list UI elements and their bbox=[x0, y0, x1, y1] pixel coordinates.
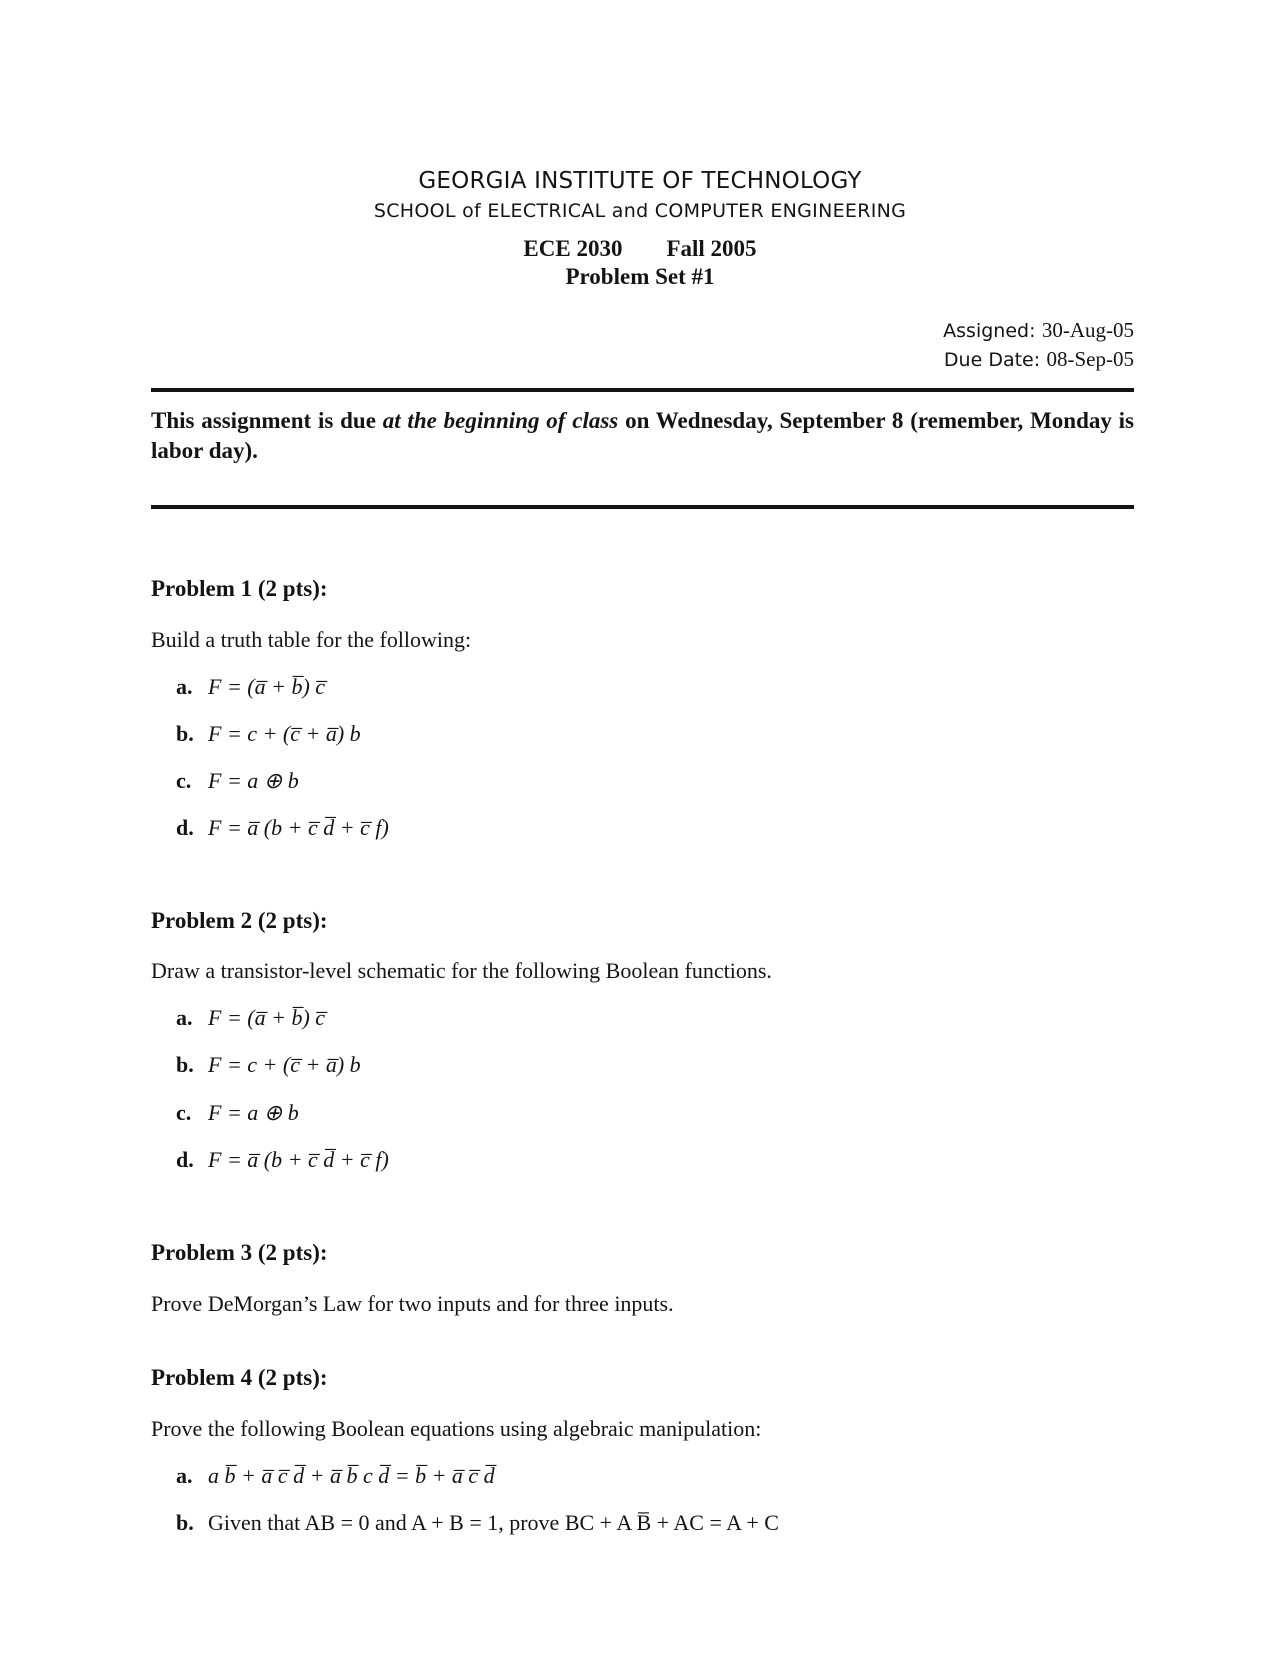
problem-2-item-a bbox=[176, 1005, 325, 1031]
item-equation: F = a ⊕ b bbox=[208, 1100, 299, 1125]
school-name: SCHOOL of ELECTRICAL and COMPUTER ENGINEERING bbox=[373, 200, 907, 222]
course-code: ECE 2030 bbox=[523, 236, 623, 261]
problem-2-title: Problem 2 (2 pts): bbox=[151, 908, 328, 933]
due-label: Due Date: bbox=[943, 349, 1041, 371]
problem-2-item-c bbox=[176, 1100, 299, 1126]
item-label: b. bbox=[176, 721, 194, 746]
item-equation: F = a ⊕ b bbox=[208, 768, 299, 793]
item-label: a. bbox=[176, 1005, 193, 1030]
problem-4-item-b bbox=[176, 1510, 779, 1536]
problem-1-item-c bbox=[176, 768, 299, 794]
course-line bbox=[0, 236, 1280, 262]
item-label: d. bbox=[176, 815, 194, 840]
problem-1-item-a bbox=[176, 674, 325, 700]
due-line bbox=[943, 345, 1134, 374]
institution-name: GEORGIA INSTITUTE OF TECHNOLOGY bbox=[418, 168, 862, 194]
item-label: c. bbox=[176, 1100, 192, 1125]
assigned-line bbox=[943, 316, 1134, 345]
assigned-label: Assigned: bbox=[943, 320, 1036, 342]
problem-1-title: Problem 1 (2 pts): bbox=[151, 576, 328, 601]
item-label: b. bbox=[176, 1510, 194, 1535]
item-label: d. bbox=[176, 1147, 194, 1172]
assigned-value: 30-Aug-05 bbox=[1041, 318, 1134, 342]
item-equation: F = c + (c̅ + a̅) b bbox=[208, 1052, 361, 1077]
due-value: 08-Sep-05 bbox=[1046, 347, 1134, 371]
problem-3-title: Problem 3 (2 pts): bbox=[151, 1240, 328, 1265]
problem-2-item-d bbox=[176, 1147, 389, 1173]
problem-2-item-b bbox=[176, 1052, 361, 1078]
problem-2-text: Draw a transistor-level schematic for the following Boolean functions. bbox=[151, 958, 772, 983]
problem-4-title: Problem 4 (2 pts): bbox=[151, 1365, 328, 1390]
problem-3-text: Prove DeMorgan’s Law for two inputs and for three inputs. bbox=[151, 1291, 674, 1316]
item-equation: F = (a̅ + b̅) c̅ bbox=[208, 674, 326, 699]
item-equation: F = a̅ (b + c̅ d̅ + c̅ f) bbox=[208, 815, 389, 840]
notice-part2: on Wednesday, September 8 (remember, Monday is labor day). bbox=[151, 408, 1135, 463]
notice-emphasis: at the beginning of class bbox=[382, 408, 619, 433]
item-equation: F = a̅ (b + c̅ d̅ + c̅ f) bbox=[208, 1147, 389, 1172]
problem-4-item-a bbox=[176, 1463, 495, 1489]
dates-block bbox=[943, 316, 1134, 374]
due-notice bbox=[151, 406, 1134, 466]
problem-1-item-d bbox=[176, 815, 389, 841]
problem-4-text: Prove the following Boolean equations using algebraic manipulation: bbox=[151, 1416, 762, 1441]
top-rule bbox=[151, 388, 1134, 392]
item-equation: F = (a̅ + b̅) c̅ bbox=[208, 1005, 326, 1030]
item-label: b. bbox=[176, 1052, 194, 1077]
problem-set-title: Problem Set #1 bbox=[565, 264, 715, 289]
item-label: a. bbox=[176, 1463, 193, 1488]
bottom-rule bbox=[151, 505, 1134, 509]
problem-1-text: Build a truth table for the following: bbox=[151, 627, 472, 652]
item-equation: a b̅ + a̅ c̅ d̅ + a̅ b̅ c d̅ = b̅ + a̅ c̅ d̅ bbox=[208, 1463, 495, 1488]
notice-part1: This assignment is due bbox=[151, 408, 383, 433]
item-equation: F = c + (c̅ + a̅) b bbox=[208, 721, 361, 746]
item-label: a. bbox=[176, 674, 193, 699]
problem-1-item-b bbox=[176, 721, 361, 747]
item-label: c. bbox=[176, 768, 192, 793]
item-equation: Given that AB = 0 and A + B = 1, prove BC + A B̅ + AC = A + C bbox=[208, 1510, 779, 1535]
course-term: Fall 2005 bbox=[666, 236, 757, 261]
